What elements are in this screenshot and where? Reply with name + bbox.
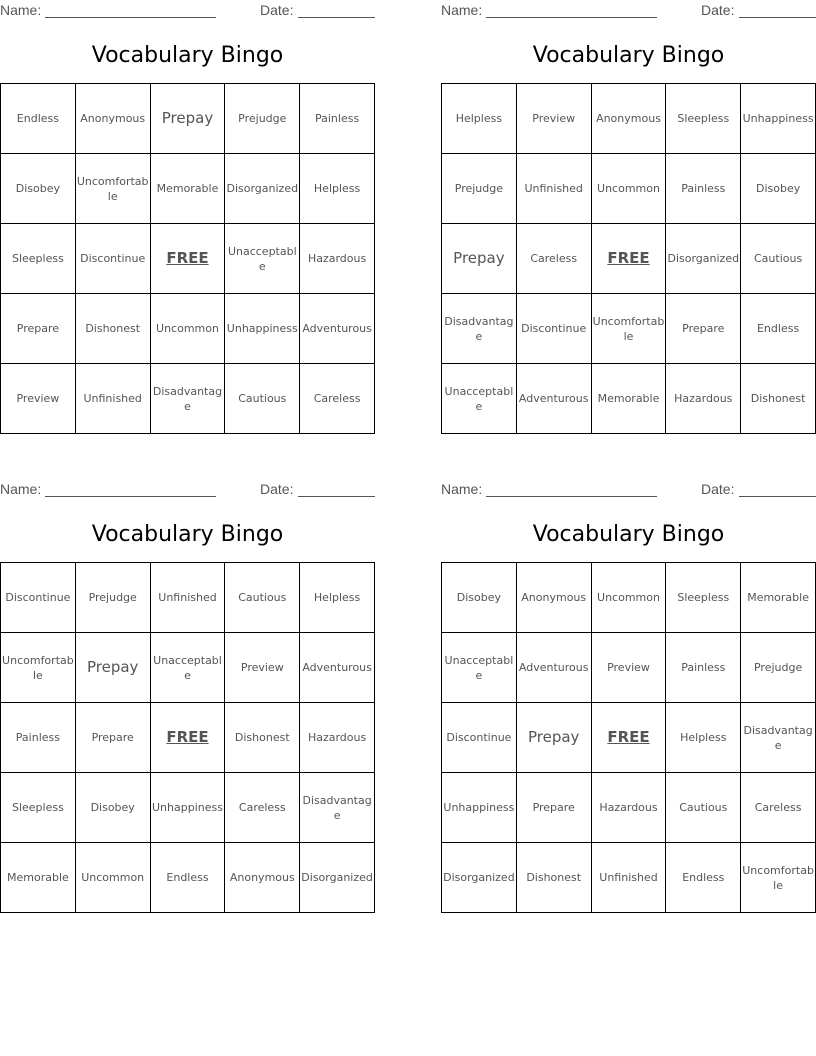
bingo-cell: Disorganized: [225, 154, 300, 224]
bingo-cell: Preview: [225, 633, 300, 703]
bingo-cell: Discontinue: [517, 294, 592, 364]
bingo-cell: Disobey: [741, 154, 816, 224]
bingo-cell: Unacceptable: [442, 364, 517, 434]
bingo-cell: Careless: [517, 224, 592, 294]
bingo-cell: Cautious: [225, 563, 300, 633]
bingo-cell: Helpless: [300, 563, 375, 633]
card-title: Vocabulary Bingo: [91, 43, 284, 68]
bingo-cell: Unhappiness: [442, 773, 517, 843]
bingo-card: [0, 0, 376, 440]
bingo-cell: Uncommon: [76, 843, 151, 913]
bingo-cell: Hazardous: [300, 224, 375, 294]
bingo-cell: Hazardous: [300, 703, 375, 773]
bingo-card: [441, 479, 816, 919]
bingo-cell: Careless: [300, 364, 375, 434]
bingo-grid: [0, 562, 375, 913]
bingo-card: [0, 479, 376, 919]
date-label: Date:: [260, 481, 294, 497]
bingo-cell: Prepay: [442, 224, 517, 294]
name-blank-line: [45, 17, 216, 18]
bingo-cell: Prepay: [151, 84, 226, 154]
name-label: Name:: [0, 2, 42, 18]
date-blank-line: [298, 496, 375, 497]
bingo-cell: Adventurous: [300, 633, 375, 703]
bingo-cell: Prepay: [76, 633, 151, 703]
name-blank-line: [486, 496, 657, 497]
bingo-cell: Helpless: [300, 154, 375, 224]
bingo-cell: Unfinished: [151, 563, 226, 633]
bingo-cell: Prepare: [1, 294, 76, 364]
bingo-cell: Unfinished: [76, 364, 151, 434]
free-space-cell: FREE: [151, 224, 226, 294]
bingo-cell: Disadvantage: [300, 773, 375, 843]
bingo-cell: Prejudge: [76, 563, 151, 633]
bingo-cell: Uncommon: [151, 294, 226, 364]
name-date-header: [441, 2, 816, 20]
bingo-cell: Prepare: [76, 703, 151, 773]
bingo-cell: Prejudge: [741, 633, 816, 703]
name-label: Name:: [0, 481, 42, 497]
bingo-cell: Anonymous: [592, 84, 667, 154]
bingo-cell: Disobey: [76, 773, 151, 843]
bingo-cell: Anonymous: [76, 84, 151, 154]
bingo-cell: Uncommon: [592, 563, 667, 633]
bingo-cell: Anonymous: [225, 843, 300, 913]
date-blank-line: [739, 496, 816, 497]
card-title: Vocabulary Bingo: [532, 43, 725, 68]
bingo-cell: Painless: [666, 633, 741, 703]
bingo-cell: Memorable: [151, 154, 226, 224]
bingo-cell: Prejudge: [442, 154, 517, 224]
bingo-cell: Disadvantage: [442, 294, 517, 364]
bingo-cell: Dishonest: [225, 703, 300, 773]
bingo-cell: Unacceptable: [225, 224, 300, 294]
bingo-cell: Discontinue: [76, 224, 151, 294]
bingo-cell: Preview: [592, 633, 667, 703]
bingo-card: [441, 0, 816, 440]
bingo-grid: [441, 562, 816, 913]
name-label: Name:: [441, 2, 483, 18]
bingo-cell: Disadvantage: [151, 364, 226, 434]
bingo-cell: Sleepless: [1, 224, 76, 294]
bingo-cell: Uncomfortable: [1, 633, 76, 703]
bingo-cell: Uncomfortable: [76, 154, 151, 224]
bingo-cell: Disobey: [442, 563, 517, 633]
name-label: Name:: [441, 481, 483, 497]
name-date-header: [0, 481, 376, 499]
bingo-cell: Painless: [666, 154, 741, 224]
bingo-cell: Uncomfortable: [592, 294, 667, 364]
bingo-cell: Preview: [1, 364, 76, 434]
date-blank-line: [739, 17, 816, 18]
bingo-cell: Disorganized: [666, 224, 741, 294]
bingo-cell: Sleepless: [1, 773, 76, 843]
bingo-cell: Memorable: [741, 563, 816, 633]
bingo-cell: Endless: [151, 843, 226, 913]
bingo-cell: Prepare: [666, 294, 741, 364]
bingo-cell: Unfinished: [517, 154, 592, 224]
date-blank-line: [298, 17, 375, 18]
date-label: Date:: [260, 2, 294, 18]
bingo-cell: Dishonest: [76, 294, 151, 364]
bingo-cell: Cautious: [741, 224, 816, 294]
bingo-cell: Unacceptable: [442, 633, 517, 703]
bingo-cell: Adventurous: [517, 633, 592, 703]
bingo-cell: Unacceptable: [151, 633, 226, 703]
bingo-cell: Painless: [1, 703, 76, 773]
bingo-grid: [0, 83, 375, 434]
bingo-cell: Dishonest: [517, 843, 592, 913]
name-date-header: [0, 2, 376, 20]
bingo-cell: Endless: [666, 843, 741, 913]
bingo-cell: Careless: [225, 773, 300, 843]
bingo-cell: Helpless: [666, 703, 741, 773]
bingo-cell: Endless: [741, 294, 816, 364]
bingo-cell: Prejudge: [225, 84, 300, 154]
bingo-cell: Sleepless: [666, 563, 741, 633]
bingo-cell: Dishonest: [741, 364, 816, 434]
free-space-cell: FREE: [151, 703, 226, 773]
bingo-cell: Prepay: [517, 703, 592, 773]
bingo-cell: Unhappiness: [741, 84, 816, 154]
bingo-cell: Helpless: [442, 84, 517, 154]
bingo-cell: Adventurous: [517, 364, 592, 434]
bingo-cell: Cautious: [666, 773, 741, 843]
card-title: Vocabulary Bingo: [91, 522, 284, 547]
bingo-cell: Hazardous: [666, 364, 741, 434]
name-date-header: [441, 481, 816, 499]
name-blank-line: [486, 17, 657, 18]
bingo-cell: Disorganized: [442, 843, 517, 913]
bingo-cell: Adventurous: [300, 294, 375, 364]
date-label: Date:: [701, 2, 735, 18]
bingo-cell: Discontinue: [1, 563, 76, 633]
bingo-cell: Endless: [1, 84, 76, 154]
date-label: Date:: [701, 481, 735, 497]
bingo-cell: Uncomfortable: [741, 843, 816, 913]
bingo-cell: Disadvantage: [741, 703, 816, 773]
free-space-cell: FREE: [592, 703, 667, 773]
bingo-cell: Disobey: [1, 154, 76, 224]
bingo-cell: Discontinue: [442, 703, 517, 773]
bingo-grid: [441, 83, 816, 434]
bingo-cell: Sleepless: [666, 84, 741, 154]
bingo-cell: Prepare: [517, 773, 592, 843]
bingo-cell: Preview: [517, 84, 592, 154]
card-title: Vocabulary Bingo: [532, 522, 725, 547]
bingo-cell: Disorganized: [300, 843, 375, 913]
bingo-cell: Anonymous: [517, 563, 592, 633]
bingo-cell: Memorable: [592, 364, 667, 434]
bingo-cell: Unhappiness: [151, 773, 226, 843]
bingo-cell: Uncommon: [592, 154, 667, 224]
name-blank-line: [45, 496, 216, 497]
bingo-cell: Hazardous: [592, 773, 667, 843]
bingo-cell: Unfinished: [592, 843, 667, 913]
bingo-cell: Painless: [300, 84, 375, 154]
bingo-cell: Unhappiness: [225, 294, 300, 364]
bingo-cell: Memorable: [1, 843, 76, 913]
bingo-cell: Cautious: [225, 364, 300, 434]
free-space-cell: FREE: [592, 224, 667, 294]
bingo-cell: Careless: [741, 773, 816, 843]
